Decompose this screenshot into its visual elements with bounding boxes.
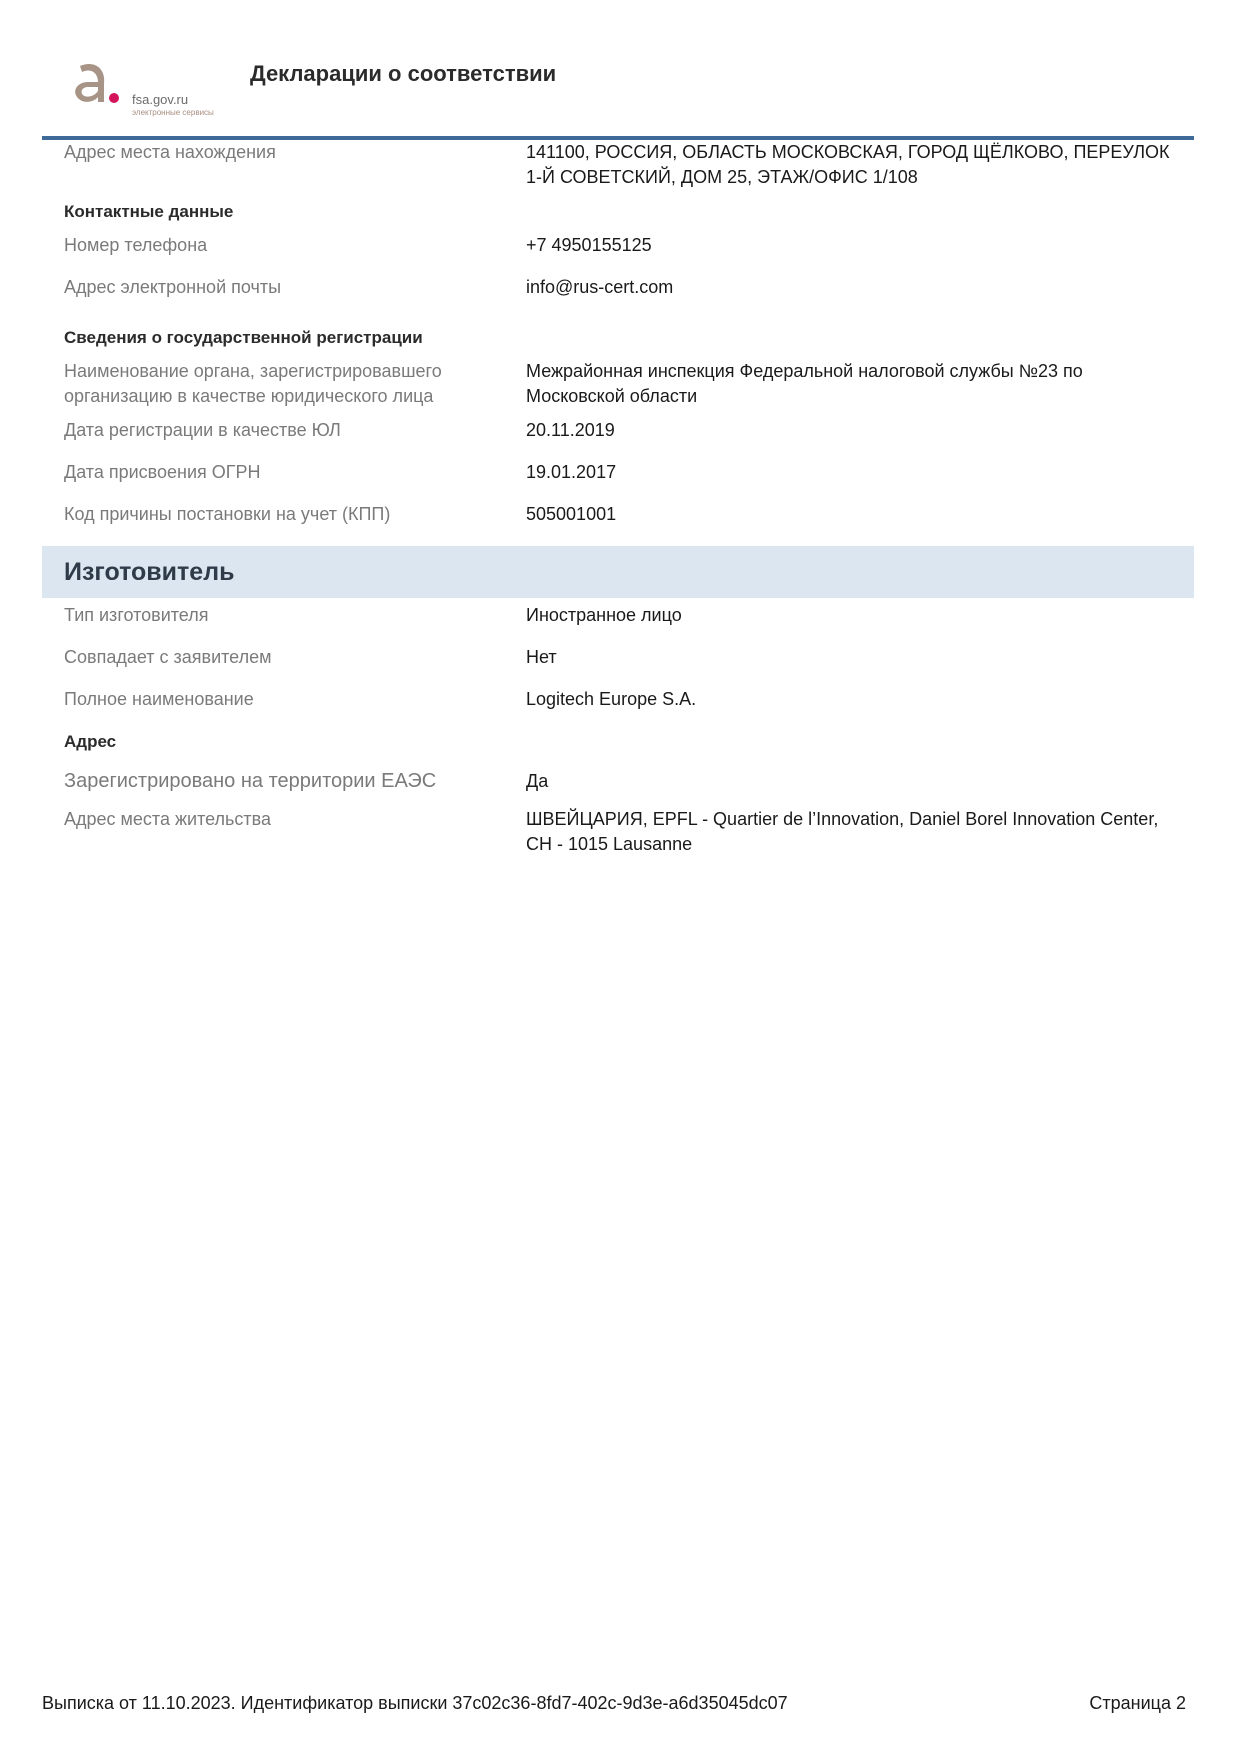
logo-subtext: электронные сервисы [132, 108, 214, 117]
field-label: Полное наименование [64, 689, 254, 709]
same-as-applicant-row [42, 645, 1194, 670]
field-label: Зарегистрировано на территории ЕАЭС [64, 770, 437, 792]
footer-extract-info: Выписка от 11.10.2023. Идентификатор выписки 37c02c36-8fd7-402c-9d3e-a6d35045dc07 [42, 1693, 788, 1713]
field-label: Адрес места нахождения [64, 142, 276, 162]
email-row [42, 275, 1194, 300]
field-value: 19.01.2017 [526, 462, 617, 482]
field-label: Тип изготовителя [64, 605, 209, 625]
registration-date-row [42, 418, 1194, 443]
registration-authority-row [42, 359, 1194, 409]
field-value: Да [526, 771, 549, 791]
residence-address-row [42, 807, 1194, 857]
field-label: Наименование органа, зарегистрировавшего организацию в качестве юридического лица [64, 361, 442, 406]
field-value: +7 4950155125 [526, 235, 652, 255]
field-label: Совпадает с заявителем [64, 647, 272, 667]
field-label: Дата присвоения ОГРН [64, 462, 261, 482]
manufacturer-section-heading: Изготовитель [42, 546, 1194, 598]
address-heading: Адрес [64, 732, 117, 751]
field-label: Код причины постановки на учет (КПП) [64, 504, 391, 524]
field-value: 20.11.2019 [526, 420, 615, 440]
field-label: Дата регистрации в качестве ЮЛ [64, 420, 341, 440]
field-value: Logitech Europe S.A. [526, 689, 697, 709]
field-label: Адрес места жительства [64, 809, 272, 829]
page-header [42, 50, 1194, 138]
document-content [42, 140, 1194, 857]
fsa-logo-icon [60, 58, 130, 114]
footer-page-number: Страница 2 [1089, 1693, 1186, 1713]
field-value: Межрайонная инспекция Федеральной налоговой службы №23 по Московской области [526, 361, 1083, 406]
location-address-row [42, 140, 1194, 190]
field-label: Адрес электронной почты [64, 277, 282, 297]
ogrn-date-row [42, 460, 1194, 485]
phone-row [42, 233, 1194, 258]
field-label: Номер телефона [64, 235, 208, 255]
field-value: 505001001 [526, 504, 617, 524]
registration-heading: Сведения о государственной регистрации [64, 328, 423, 347]
field-value: Иностранное лицо [526, 605, 682, 625]
registered-eaeu-row [42, 769, 1194, 794]
full-name-row [42, 687, 1194, 712]
field-value: info@rus-cert.com [526, 277, 674, 297]
field-value: Нет [526, 647, 557, 667]
manufacturer-type-row [42, 603, 1194, 628]
kpp-row [42, 502, 1194, 527]
fsa-logo [60, 58, 220, 117]
field-value: 141100, РОССИЯ, ОБЛАСТЬ МОСКОВСКАЯ, ГОРОД ЩЁЛКОВО, ПЕРЕУЛОК 1-Й СОВЕТСКИЙ, ДОМ 25, ЭТАЖ/ОФИС 1/108 [526, 142, 1170, 187]
field-value: ШВЕЙЦАРИЯ, EPFL - Quartier de l’Innovation, Daniel Borel Innovation Center, CH - 1015 Lausanne [526, 809, 1159, 854]
page-title: Декларации о соответствии [250, 61, 557, 86]
logo-text: fsa.gov.ru [132, 92, 189, 107]
contacts-heading: Контактные данные [64, 202, 234, 221]
